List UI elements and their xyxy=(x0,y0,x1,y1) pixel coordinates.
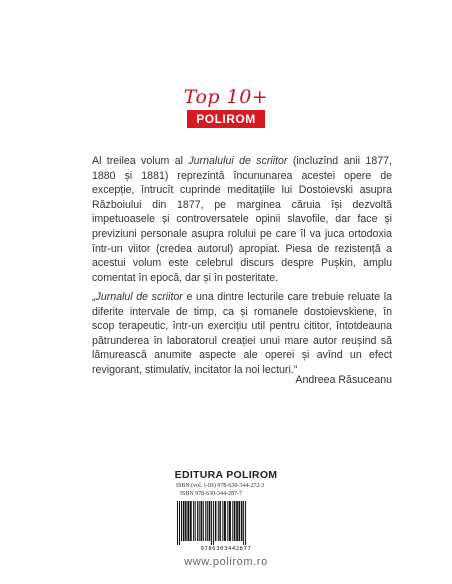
isbn-block xyxy=(176,483,264,498)
publisher-website: www.polirom.ro xyxy=(184,556,268,568)
series-label: Top 10+ xyxy=(183,86,269,108)
barcode-icon xyxy=(176,501,276,545)
blurb-title-italic: Jurnalului de scriitor xyxy=(188,155,288,167)
isbn-general: ISBN (vol. I-III) 978-630-344-272-3 xyxy=(176,483,265,489)
publisher-name: EDITURA POLIROM xyxy=(174,469,278,481)
isbn-volume: ISBN 978-630-344-287-7 xyxy=(180,490,243,497)
quote-title-italic: Jurnalul de scriitor xyxy=(95,291,183,303)
quote-text: e una dintre lecturile care trebuie reluate la diferite intervale de timp, ca și romanele dostoievskiene, în scop terapeutic, într-un exercițiu util pentru cititor, întotdeauna pătrunderea în laboratorul creației unui mare autor reușind să lămurească anumite aspecte ale operei și avînd un efect revigorant, stimulativ, incitator la noi lecturi.” xyxy=(92,291,392,376)
blurb-text-start: Al treilea volum al xyxy=(92,155,189,167)
quote-open-mark: „ xyxy=(92,291,96,303)
critic-quote xyxy=(92,290,392,378)
book-blurb xyxy=(92,154,392,285)
polirom-badge: POLIROM xyxy=(187,110,265,128)
barcode-digits: 9786303442877 xyxy=(200,546,252,552)
series-logo xyxy=(0,86,452,128)
blurb-text-rest: (incluzînd anii 1877, 1880 și 1881) reprezintă încununarea acestei opere de excepție, întrucît cuprinde meditațiile lui Dostoievski asupra Războiului din 1877, pe marginea căruia își dezvoltă impetuoasele și controversatele opinii slavofile, dar face și previziuni personale asupra rolului pe care îl va juca ortodoxia într-un viitor (credea autorul) apropiat. Piesa de rezistență a acestui volum este celebrul discurs despre Pușkin, amplu comentat în epocă, dar și în posteritate. xyxy=(92,155,392,284)
quote-author: Andreea Răsuceanu xyxy=(295,374,392,386)
